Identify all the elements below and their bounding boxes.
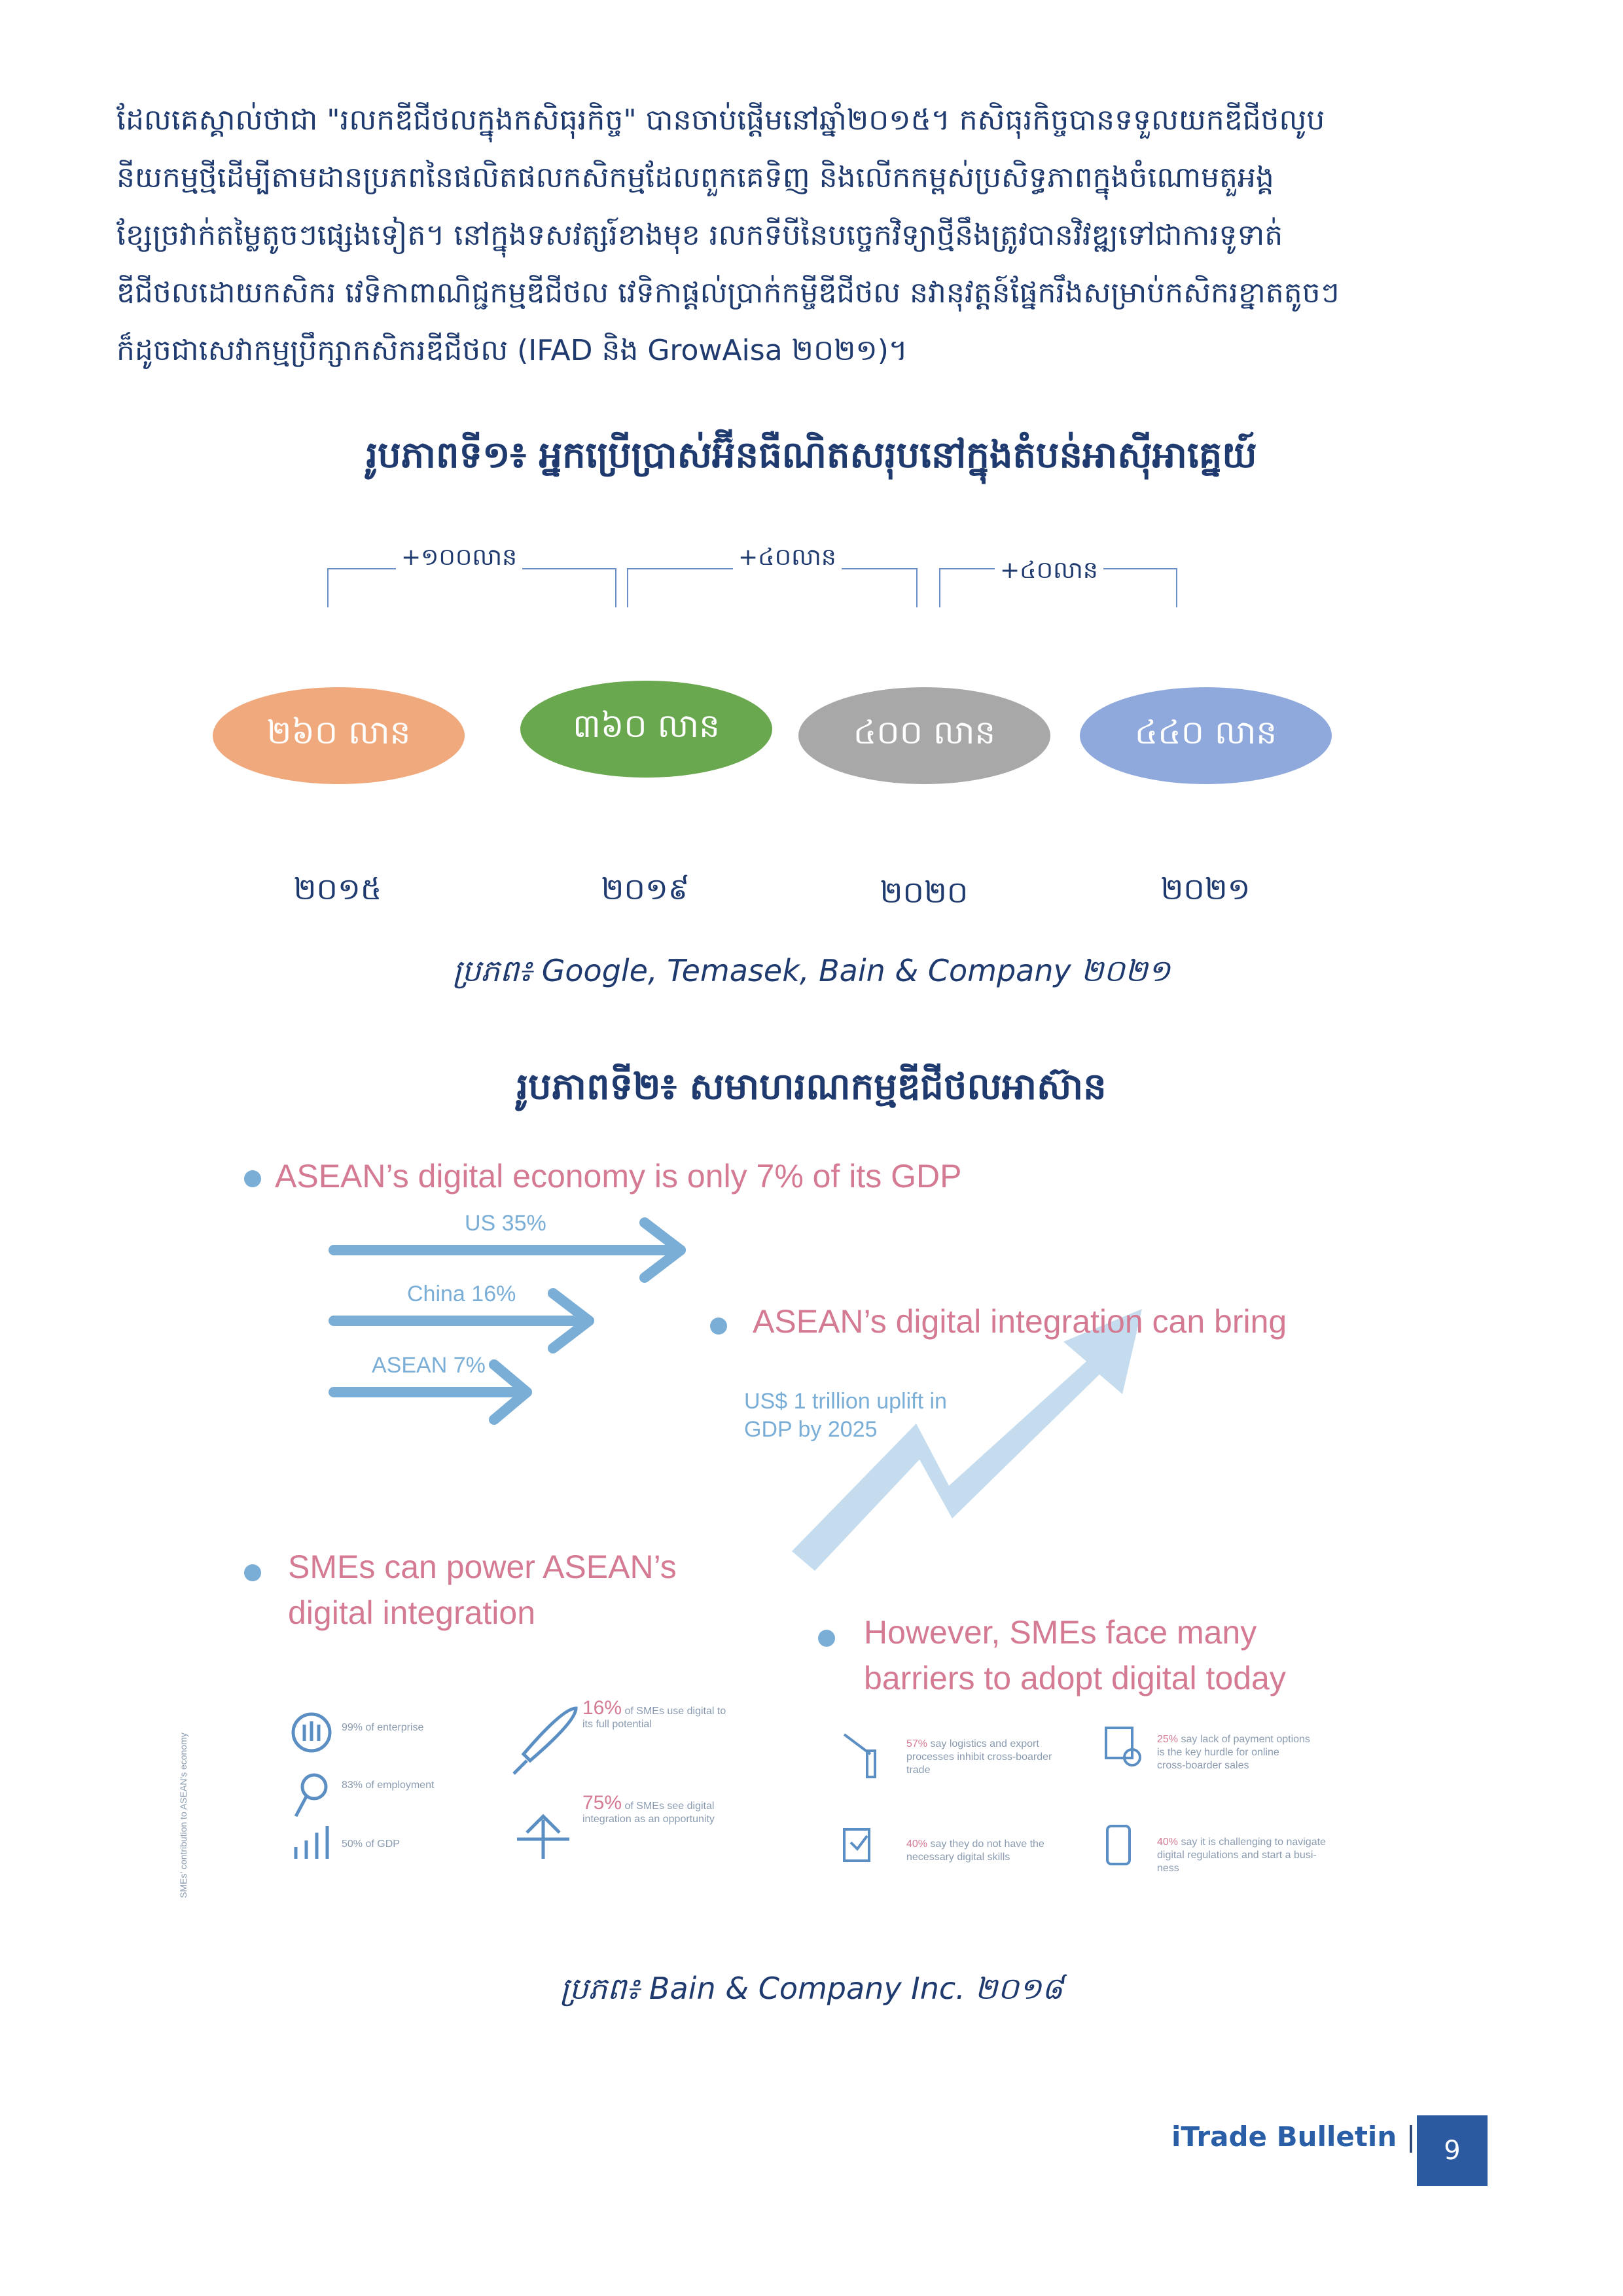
barrier-payment bbox=[1157, 1733, 1366, 1772]
stat-text: ness bbox=[1157, 1863, 1179, 1874]
page-number: 9 bbox=[1417, 2115, 1488, 2186]
footer-bulletin bbox=[1171, 2121, 1416, 2153]
stat-text: is the key hurdle for online bbox=[1157, 1747, 1279, 1758]
paragraph-line: ដែលគេស្គាល់ថាជា "រលកឌីជីថលក្នុងកសិធុរកិច្ច" បានចាប់ផ្តើមនៅឆ្នាំ២០១៥។ កសិធុរកិច្ចបានទទួលយកឌីជីថលូប bbox=[116, 103, 1325, 137]
value-label: ៣៦០ លាន bbox=[573, 706, 720, 745]
intro-paragraph bbox=[116, 92, 1491, 380]
sme-contribution-label: SMEs' contribution to ASEAN's economy bbox=[178, 1732, 188, 1898]
value-ellipse bbox=[798, 687, 1050, 784]
barrier-logistics bbox=[906, 1738, 1096, 1777]
increment-label: +៤០លាន bbox=[733, 542, 842, 577]
value-label: ៤០០ លាន bbox=[853, 713, 996, 751]
uplift-line: US$ 1 trillion uplift in bbox=[744, 1389, 947, 1414]
stat-text: say lack of payment options bbox=[1178, 1734, 1310, 1745]
sme-stat: 83% of employment bbox=[342, 1780, 435, 1791]
figure1-source: ប្រភព៖ Google, Temasek, Bain & Company ២០២១ bbox=[452, 953, 1171, 988]
stat-percent: 75% bbox=[582, 1792, 622, 1814]
stat-text: integration as an opportunity bbox=[582, 1814, 715, 1825]
year-label: ២០១៩ bbox=[601, 871, 690, 906]
integration-headline: ASEAN’s digital integration can bring bbox=[753, 1303, 1287, 1340]
figure2-source: ប្រភព៖ Bain & Company Inc. ២០១៨ bbox=[560, 1971, 1063, 2006]
stat-text: digital regulations and start a busi- bbox=[1157, 1850, 1317, 1861]
value-ellipse bbox=[520, 681, 772, 778]
digital-economy-headline: ASEAN’s digital economy is only 7% of its GDP bbox=[275, 1158, 962, 1194]
bullet-dot bbox=[244, 1564, 261, 1581]
stat-text: processes inhibit cross-boarder bbox=[906, 1751, 1052, 1763]
bullet-dot bbox=[244, 1170, 261, 1187]
paragraph-line: ក៏ដូចជាសេវាកម្មប្រឹក្សាកសិករឌីជីថល (IFAD និង GrowAisa ២០២១)។ bbox=[116, 334, 908, 367]
value-ellipse bbox=[213, 687, 465, 784]
stat-text: trade bbox=[906, 1765, 931, 1776]
figure1-title: រូបភាពទី១៖ អ្នកប្រើប្រាស់អ៊ីនធឺណិតសរុបនៅក្នុងតំបន់អាស៊ីអាគ្នេយ៍ bbox=[366, 434, 1257, 476]
year-label: ២០២១ bbox=[1160, 871, 1251, 906]
paragraph-line: ខ្សែច្រវាក់តម្លៃតូចៗផ្សេងទៀត។ នៅក្នុងទសវត្សរ៍ខាងមុខ រលកទីបីនៃបច្ចេកវិទ្យាថ្មីនឹងត្រូវបានវិវឌ្ឍទៅជាការទូទាត់ bbox=[116, 219, 1283, 252]
uplift-line: GDP by 2025 bbox=[744, 1417, 878, 1442]
arrow-label-us: US 35% bbox=[465, 1211, 546, 1236]
year-label: ២០២០ bbox=[880, 874, 969, 910]
barrier-skills bbox=[906, 1838, 1096, 1864]
bullet-dot bbox=[818, 1630, 835, 1647]
figure2-title: រូបភាពទី២៖ សមាហរណកម្មឌីជីថលអាស៊ាន bbox=[516, 1066, 1107, 1108]
stat-percent: 40% bbox=[1157, 1837, 1179, 1848]
increment-label: +១០០លាន bbox=[396, 542, 522, 577]
footer-separator: | bbox=[1406, 2121, 1416, 2153]
bullet-dot bbox=[710, 1318, 727, 1335]
barriers-headline: However, SMEs face many bbox=[864, 1614, 1257, 1651]
sme-stat: 99% of enterprise bbox=[342, 1722, 424, 1733]
stat-text: of SMEs see digital bbox=[622, 1801, 715, 1812]
bulletin-name: iTrade Bulletin bbox=[1171, 2121, 1397, 2153]
stat-text: necessary digital skills bbox=[906, 1852, 1010, 1863]
stat-text: its full potential bbox=[582, 1719, 652, 1730]
barriers-headline: barriers to adopt digital today bbox=[864, 1660, 1286, 1696]
paragraph-line: នីយកម្មថ្មីដើម្បីតាមដានប្រភពនៃផលិតផលកសិកម្មដែលពួកគេទិញ និងលើកកម្ពស់ប្រសិទ្ធភាពក្នុងចំណោមតួអង្គ bbox=[116, 161, 1274, 194]
arrow-label-china: China 16% bbox=[407, 1282, 516, 1306]
sme-headline: SMEs can power ASEAN’s bbox=[288, 1549, 677, 1585]
stat-percent: 40% bbox=[906, 1839, 928, 1850]
stat-text: say it is challenging to navigate bbox=[1178, 1837, 1326, 1848]
sme-stat: 50% of GDP bbox=[342, 1839, 400, 1850]
stat-percent: 57% bbox=[906, 1738, 928, 1749]
value-label: ៤៤០ លាន bbox=[1134, 713, 1277, 751]
paragraph-line: ឌីជីថលដោយកសិករ វេទិកាពាណិជ្ជកម្មឌីជីថល វេទិកាផ្តល់ប្រាក់កម្ចីឌីជីថល នវានុវត្តន៍ផ្នែករឹងសម្រាប់កសិករខ្នាតតូចៗ bbox=[116, 276, 1340, 310]
stat-percent: 25% bbox=[1157, 1734, 1179, 1745]
stat-text: say they do not have the bbox=[927, 1839, 1044, 1850]
stat-text: say logistics and export bbox=[927, 1738, 1039, 1749]
sme-icons bbox=[293, 1708, 576, 1859]
year-label: ២០១៥ bbox=[293, 871, 382, 906]
barrier-regulations bbox=[1157, 1836, 1373, 1875]
stat-text: cross-boarder sales bbox=[1157, 1760, 1249, 1771]
sme-headline: digital integration bbox=[288, 1594, 536, 1631]
sme-digital-usage bbox=[582, 1697, 798, 1731]
value-label: ២៦០ លាន bbox=[266, 713, 411, 751]
stat-percent: 16% bbox=[582, 1697, 622, 1719]
stat-text: of SMEs use digital to bbox=[622, 1706, 726, 1717]
value-ellipse bbox=[1080, 687, 1332, 784]
increment-label: +៤០លាន bbox=[995, 555, 1103, 590]
sme-digital-opportunity bbox=[582, 1792, 798, 1826]
arrow-label-asean: ASEAN 7% bbox=[372, 1353, 486, 1378]
